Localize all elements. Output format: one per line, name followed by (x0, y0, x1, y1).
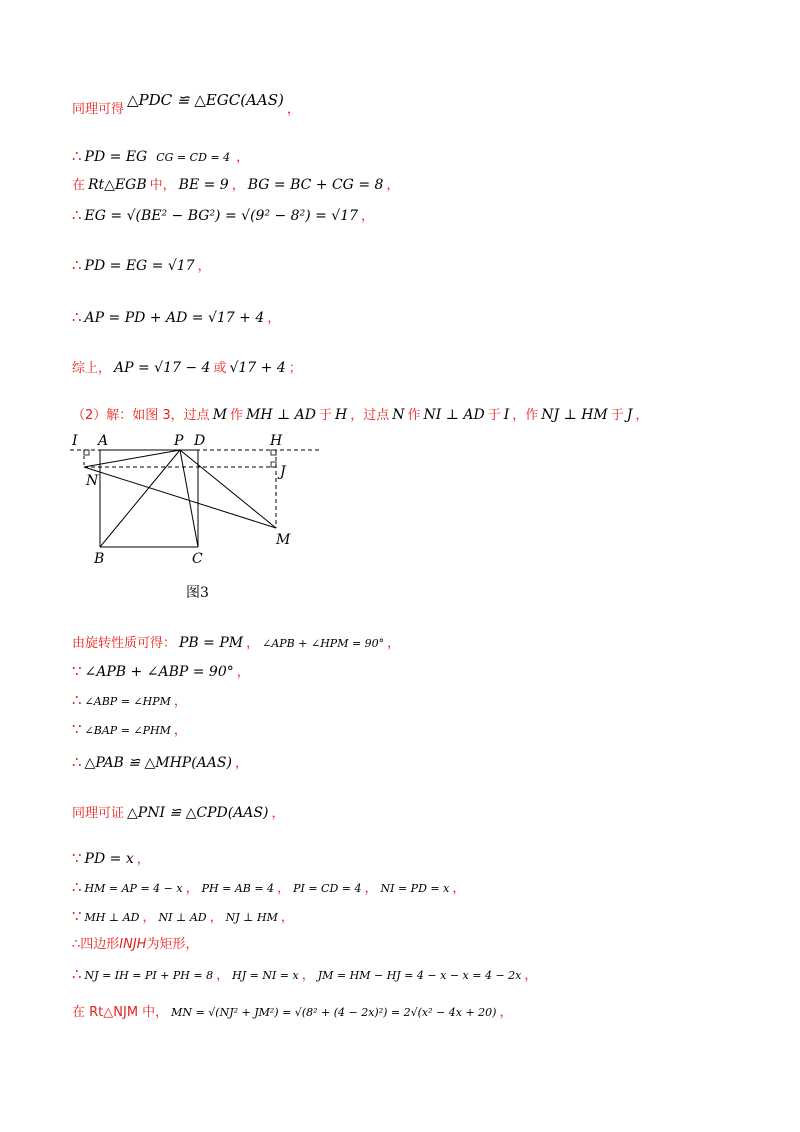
line-suffix: ， (197, 259, 211, 274)
label-j: J (280, 464, 286, 480)
line-connector: 于 (319, 408, 333, 423)
line-connector: ，作 (512, 408, 539, 423)
math-expression: PD = x (84, 851, 134, 867)
line-prefix: 在 (72, 178, 86, 193)
line-connector: ， (246, 636, 260, 651)
math-expression: HM = AP = 4 − x (84, 882, 183, 895)
right-angle-h (271, 450, 276, 455)
math-expression: MH ⊥ AD (84, 911, 140, 924)
line-connector: 为矩形， (146, 937, 199, 952)
line-connector: ， (185, 881, 199, 896)
line-prefix: ∵ (72, 662, 82, 680)
right-angle-i (84, 450, 89, 455)
math-expression: △PNI ≌ △CPD(AAS) (127, 805, 269, 821)
solution-line (72, 91, 300, 120)
line-connector: ， (142, 910, 156, 925)
line-suffix: ， (280, 910, 294, 925)
geometry-figure (62, 430, 332, 580)
math-expression: PD = EG = √17 (84, 258, 195, 274)
math-expression: △PDC ≌ △EGC(AAS) (127, 91, 284, 109)
math-expression: NJ ⊥ HM (225, 911, 278, 924)
segment-nm (84, 467, 276, 528)
math-expression: JM = HM − HJ = 4 − x − x = 4 − 2x (317, 969, 522, 982)
solution-line (72, 848, 150, 870)
label-n: N (86, 473, 99, 489)
solution-line (72, 935, 198, 955)
right-angle-j (271, 462, 276, 467)
math-expression: INJH (119, 937, 147, 952)
line-connector: 于 (487, 408, 501, 423)
solution-line (72, 358, 302, 379)
line-connector: 作 (407, 408, 421, 423)
line-connector: ， (231, 178, 245, 193)
solution-line (72, 803, 285, 824)
line-prefix: （2）解：如图 3，过点 (72, 408, 210, 423)
solution-line (72, 1003, 512, 1023)
line-prefix: ∵ (72, 720, 82, 738)
line-prefix: 同理可得 (72, 102, 125, 117)
line-connector: ， (364, 881, 378, 896)
line-prefix: ∴ (72, 753, 82, 771)
line-suffix: ， (635, 408, 649, 423)
solution-line (72, 175, 399, 196)
math-expression: ∠APB + ∠ABP = 90° (84, 664, 234, 680)
line-suffix: ， (452, 881, 466, 896)
math-expression: PI = CD = 4 (293, 882, 362, 895)
line-suffix: ， (524, 968, 538, 983)
math-expression: PB = PM (179, 635, 244, 651)
solution-line (72, 661, 250, 683)
segment-pm (180, 450, 276, 528)
line-prefix: 在 Rt△NJM 中， (72, 1005, 169, 1020)
label-b: B (94, 551, 105, 567)
math-expression: ∠ABP = ∠HPM (84, 695, 171, 708)
line-prefix: ∵ (72, 849, 82, 867)
line-suffix: ， (286, 102, 300, 117)
math-expression: AP = √17 − 4 (114, 360, 211, 376)
label-m: M (276, 532, 291, 548)
segment-pb (100, 450, 180, 547)
line-prefix: ∴ (72, 965, 82, 983)
line-prefix: ∵ (72, 907, 82, 925)
solution-line (72, 307, 280, 329)
solution-line (72, 752, 248, 774)
line-prefix: ∴ (72, 878, 82, 896)
line-suffix: ， (386, 178, 400, 193)
line-connector: 或 (213, 361, 227, 376)
math-expression: ∠APB + ∠HPM = 90° (262, 637, 385, 650)
line-prefix: ∴四边形 (72, 937, 120, 952)
solution-line (72, 146, 249, 168)
math-expression: NJ = IH = PI + PH = 8 (84, 969, 214, 982)
line-prefix: 综上， (72, 361, 112, 376)
math-expression: MN = √(NJ² + JM²) = √(8² + (4 − 2x)²) = 2√(x² − 4x + 20) (171, 1006, 497, 1019)
math-expression: ∠BAP = ∠PHM (84, 724, 171, 737)
line-prefix: ∴ (72, 308, 82, 326)
math-expression: BG = BC + CG = 8 (247, 177, 384, 193)
solution-line (72, 205, 374, 227)
figure-caption: 图3 (186, 585, 209, 601)
math-expression: N (392, 407, 405, 423)
solution-line (72, 906, 294, 928)
line-prefix: ∴ (72, 691, 82, 709)
line-connector: 中， (149, 178, 176, 193)
math-expression: PD = EG (84, 149, 148, 165)
math-expression: MH ⊥ AD (246, 407, 316, 423)
math-expression: NJ ⊥ HM (541, 407, 608, 423)
line-prefix: ∴ (72, 206, 82, 224)
line-connector: ， (277, 881, 291, 896)
math-expression: AP = PD + AD = √17 + 4 (84, 310, 265, 326)
line-suffix: ， (173, 723, 187, 738)
line-prefix: ∴ (72, 147, 82, 165)
line-suffix: ； (288, 361, 302, 376)
math-expression: I (503, 407, 510, 423)
label-h: H (270, 433, 283, 449)
math-expression: Rt△EGB (88, 177, 147, 193)
solution-line (72, 255, 211, 277)
solution-line (72, 690, 187, 712)
math-expression: △PAB ≌ △MHP(AAS) (84, 755, 232, 771)
line-suffix: ， (173, 694, 187, 709)
math-expression: NI = PD = x (380, 882, 450, 895)
label-d: D (194, 433, 206, 449)
line-connector: ， (216, 968, 230, 983)
line-connector: 作 (230, 408, 244, 423)
label-i: I (72, 433, 78, 449)
math-expression: √17 + 4 (229, 360, 286, 376)
label-p: P (174, 433, 184, 449)
label-c: C (192, 551, 203, 567)
math-expression: EG = √(BE² − BG²) = √(9² − 8²) = √17 (84, 208, 359, 224)
line-suffix: ， (271, 806, 285, 821)
line-suffix: ， (236, 665, 250, 680)
line-connector: 于 (610, 408, 624, 423)
line-suffix: ， (136, 852, 150, 867)
line-prefix: 同理可证 (72, 806, 125, 821)
math-expression: NI ⊥ AD (158, 911, 207, 924)
solution-line (72, 405, 648, 426)
math-expression: BE = 9 (178, 177, 229, 193)
line-suffix: ， (387, 636, 401, 651)
segment-pn (84, 450, 180, 467)
line-suffix: ， (267, 311, 281, 326)
line-connector: ，过点 (350, 408, 390, 423)
solution-line (72, 877, 465, 899)
math-expression: NI ⊥ AD (423, 407, 485, 423)
math-expression: PH = AB = 4 (201, 882, 275, 895)
solution-line (72, 633, 400, 654)
line-suffix: ， (499, 1005, 513, 1020)
solution-line (72, 719, 187, 741)
math-expression: J (626, 407, 633, 423)
math-expression: H (335, 407, 348, 423)
line-prefix: ∴ (72, 256, 82, 274)
line-suffix: ， (234, 756, 248, 771)
line-prefix: 由旋转性质可得： (72, 636, 177, 651)
math-expression: HJ = NI = x (232, 969, 299, 982)
line-suffix: ， (236, 150, 250, 165)
label-a: A (98, 433, 109, 449)
line-connector: ， (209, 910, 223, 925)
math-expression: CG = CD = 4 (156, 151, 231, 164)
line-suffix: ， (361, 209, 375, 224)
line-connector: ， (301, 968, 315, 983)
math-expression: M (212, 407, 228, 423)
solution-line (72, 964, 537, 986)
